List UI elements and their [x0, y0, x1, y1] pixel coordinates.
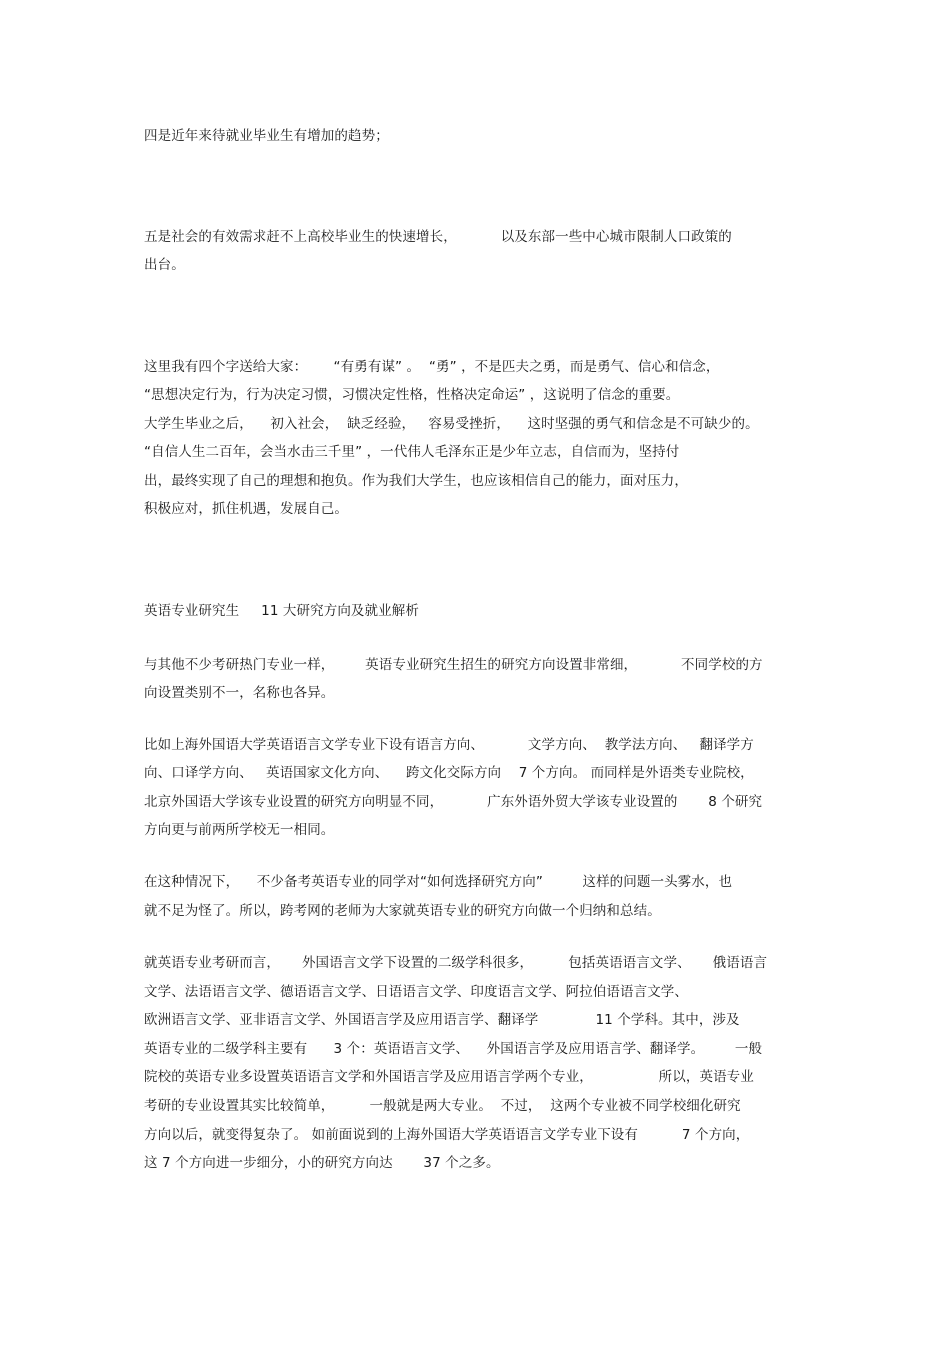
- text-line: 北京外国语大学该专业设置的研究方向明显不同， 广东外语外贸大学该专业设置的 8 个研究: [144, 794, 763, 810]
- text-line: “思想决定行为，行为决定习惯，习惯决定性格，性格决定命运” ，这说明了信念的重要。: [144, 387, 680, 403]
- section-heading: 英语专业研究生 11 大研究方向及就业解析: [144, 603, 419, 619]
- text-line: 这里我有四个字送给大家： “有勇有谋” 。 “勇” ，不是匹夫之勇，而是勇气、信心和信念，: [144, 359, 720, 375]
- text-line: 英语专业的二级学科主要有 3 个：英语语言文学、 外国语言学及应用语言学、翻译学。 一般: [144, 1041, 763, 1057]
- text-line: 方向以后，就变得复杂了。 如前面说到的上海外国语大学英语语言文学专业下设有 7 个方向，: [144, 1127, 750, 1143]
- text-line: 院校的英语专业多设置英语语言文学和外国语言学及应用语言学两个专业， 所以，英语专业: [144, 1069, 754, 1085]
- text-line: 欧洲语言文学、亚非语言文学、外国语言学及应用语言学、翻译学 11 个学科。其中，涉及: [144, 1012, 740, 1028]
- text-line: 文学、法语语言文学、德语语言文学、日语语言文学、印度语言文学、阿拉伯语语言文学、: [144, 984, 688, 1000]
- text-line: 就不足为怪了。所以，跨考网的老师为大家就英语专业的研究方向做一个归纳和总结。: [144, 903, 661, 919]
- text-line: 比如上海外国语大学英语语言文学专业下设有语言方向、 文学方向、 教学法方向、 翻译学方: [144, 737, 754, 753]
- text-line: 在这种情况下， 不少备考英语专业的同学对“如何选择研究方向” 这样的问题一头雾水，也: [144, 874, 733, 890]
- text-line: 与其他不少考研热门专业一样， 英语专业研究生招生的研究方向设置非常细， 不同学校的方: [144, 657, 763, 673]
- text-line: 大学生毕业之后， 初入社会， 缺乏经验， 容易受挫折， 这时坚强的勇气和信念是不可缺少的。: [144, 416, 759, 432]
- text-line: 方向更与前两所学校无一相同。: [144, 822, 335, 838]
- text-line: 就英语专业考研而言， 外国语言文学下设置的二级学科很多， 包括英语语言文学、 俄语语言: [144, 955, 768, 971]
- text-line: 向设置类别不一，名称也各异。: [144, 685, 335, 701]
- text-line: 积极应对，抓住机遇，发展自己。: [144, 501, 348, 517]
- text-line: 出台。: [144, 257, 185, 273]
- text-line: 向、口译学方向、 英语国家文化方向、 跨文化交际方向 7 个方向。 而同样是外语类专业院校，: [144, 765, 754, 781]
- text-line: 四是近年来待就业毕业生有增加的趋势；: [144, 128, 389, 144]
- text-line: 出，最终实现了自己的理想和抱负。作为我们大学生，也应该相信自己的能力，面对压力，: [144, 473, 688, 489]
- text-line: 五是社会的有效需求赶不上高校毕业生的快速增长， 以及东部一些中心城市限制人口政策的: [144, 229, 732, 245]
- text-line: “自信人生二百年，会当水击三千里” ，一代伟人毛泽东正是少年立志，自信而为，坚持付: [144, 444, 680, 460]
- text-line: 这 7 个方向进一步细分，小的研究方向达 37 个之多。: [144, 1155, 500, 1171]
- text-line: 考研的专业设置其实比较简单， 一般就是两大专业。 不过， 这两个专业被不同学校细化研究: [144, 1098, 741, 1114]
